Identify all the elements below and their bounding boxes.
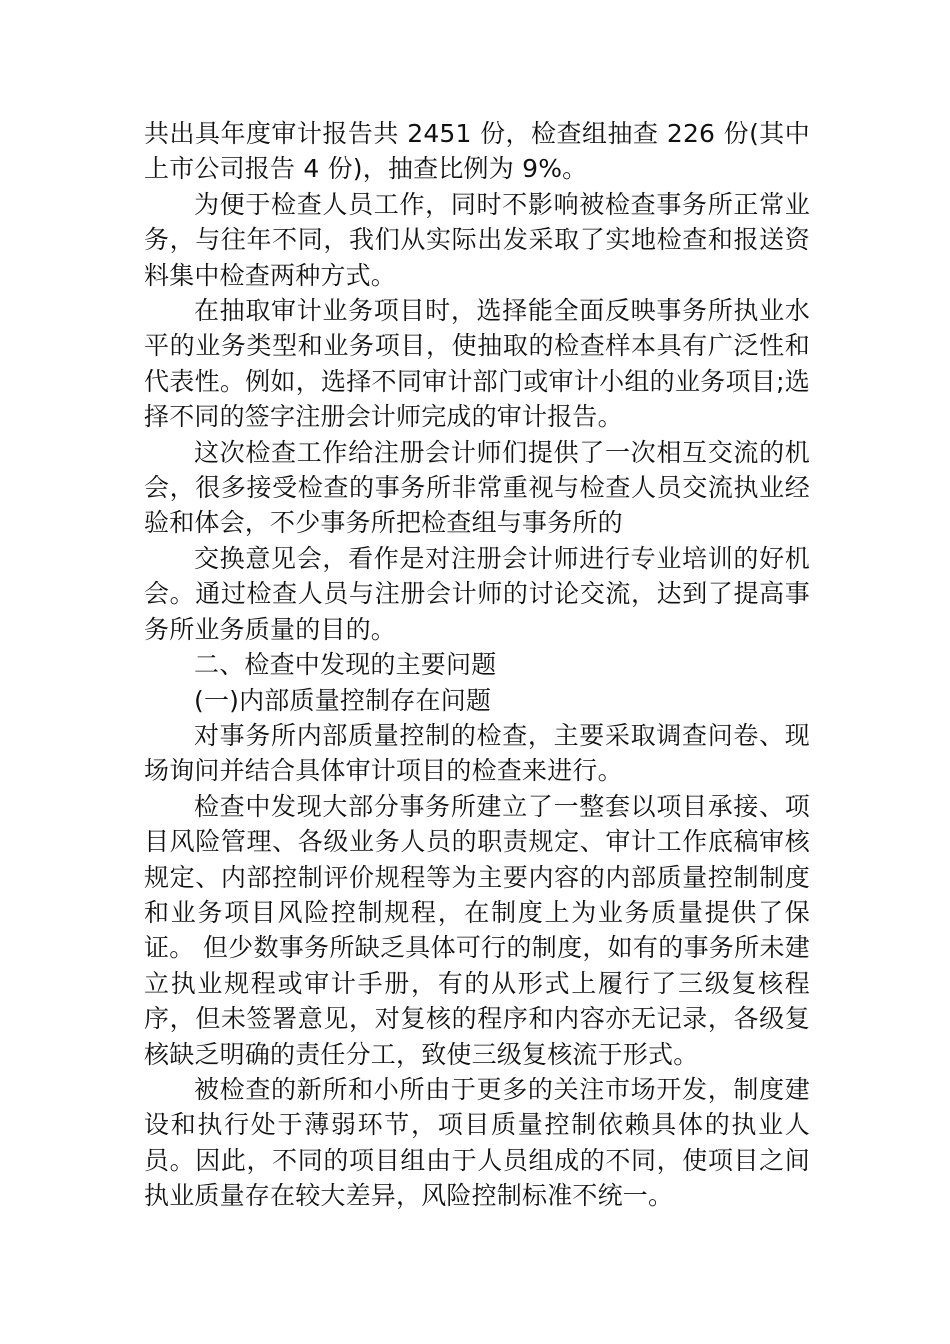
paragraph-exchange-meeting: 交换意见会，看作是对注册会计师进行专业培训的好机会。通过检查人员与注册会计师的讨论交流，达到了提高事务所业务质量的目的。 — [144, 543, 810, 644]
document-body — [144, 116, 810, 1214]
paragraph-control-inspection-method: 对事务所内部质量控制的检查，主要采取调查问卷、现场询问并结合具体审计项目的检查来进行。 — [144, 720, 810, 786]
paragraph-control-findings: 检查中发现大部分事务所建立了一整套以项目承接、项目风险管理、各级业务人员的职责规定、审计工作底稿审核规定、内部控制评价规程等为主要内容的内部质量控制制度和业务项目风险控制规程，在制度上为业务质量提供了保证。 但少数事务所缺乏具体可行的制度，如有的事务所未建立执业规程或审计手册，有的从形式上履行了三级复核程序，但未签署意见，对复核的程序和内容亦无记录，各级复核缺乏明确的责任分工，致使三级复核流于形式。 — [144, 791, 810, 1069]
paragraph-inspection-methods: 为便于检查人员工作，同时不影响被检查事务所正常业务，与往年不同，我们从实际出发采取了实地检查和报送资料集中检查两种方式。 — [144, 189, 810, 290]
paragraph-exchange-opportunity: 这次检查工作给注册会计师们提供了一次相互交流的机会，很多接受检查的事务所非常重视与检查人员交流执业经验和体会，不少事务所把检查组与事务所的 — [144, 437, 810, 538]
paragraph-sampling-stats: 共出具年度审计报告共 2451 份，检查组抽查 226 份(其中上市公司报告 4 份)，抽查比例为 9%。 — [144, 119, 810, 184]
paragraph-project-selection: 在抽取审计业务项目时，选择能全面反映事务所执业水平的业务类型和业务项目，使抽取的检查样本具有广泛性和代表性。例如，选择不同审计部门或审计小组的业务项目;选择不同的签字注册会计师完成的审计报告。 — [144, 296, 810, 432]
subsection-heading-internal-control: (一)内部质量控制存在问题 — [194, 685, 492, 715]
section-heading-main-problems: 二、检查中发现的主要问题 — [194, 650, 497, 680]
paragraph-small-firms: 被检查的新所和小所由于更多的关注市场开发，制度建设和执行处于薄弱环节，项目质量控制依赖具体的执业人员。因此，不同的项目组由于人员组成的不同，使项目之间执业质量存在较大差异，风险控制标准不统一。 — [144, 1074, 810, 1211]
